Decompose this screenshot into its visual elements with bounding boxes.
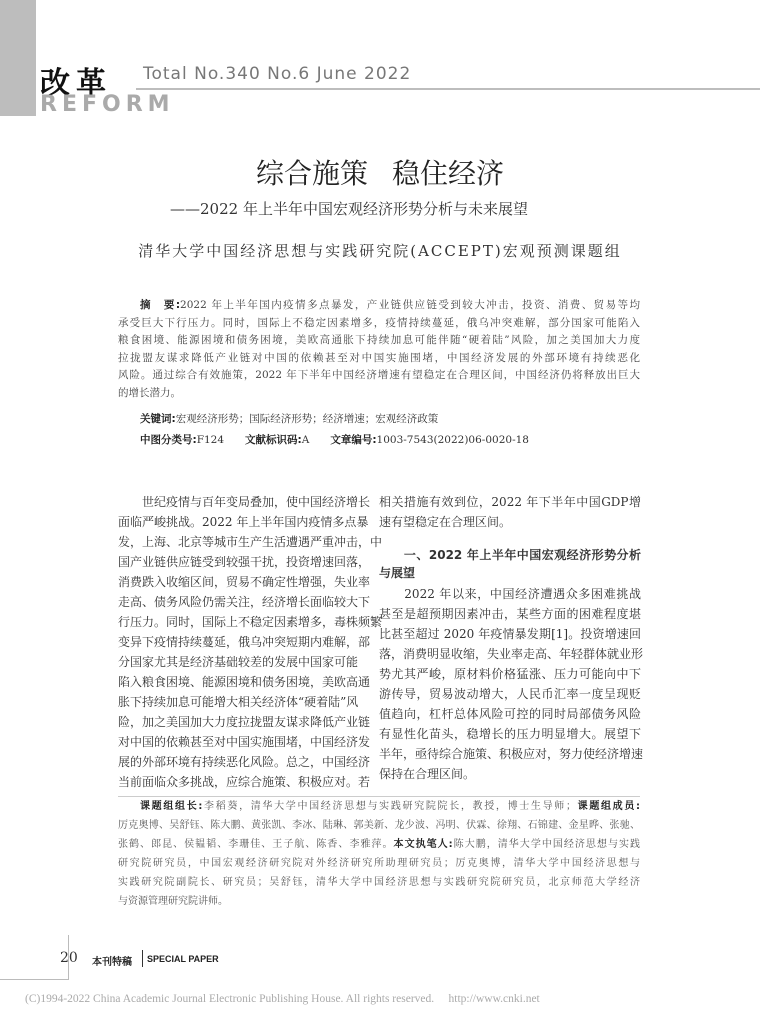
abstract-text: 2022 年上半年国内疫情多点暴发，产业链供应链受到较大冲击，投资、消费、贸易等均 (180, 299, 640, 311)
text-line: 险，加之美国加大力度拉拢盟友谋求降低产业链 (118, 715, 371, 729)
title-part-1: 综合施策 (255, 157, 368, 190)
keywords-value: 宏观经济形势；国际经济形势；经济增速；宏观经济政策 (175, 413, 439, 425)
clc-label: 中图分类号: (140, 434, 197, 446)
footnote-line: 厉克奥博、吴舒钰、陈大鹏、黄张凯、李冰、陆琳、郭美新、龙少波、冯明、伏霖、徐翔、石锦建、金星晔、张驰、 (118, 820, 640, 831)
article-no-label: 文章编号: (330, 434, 377, 446)
keywords-label: 关键词: (140, 413, 176, 425)
text-line: 胀下持续加息可能增大相关经济体“硬着陆”风 (118, 695, 359, 709)
text-line: 速有望稳定在合理区间。 (379, 515, 512, 529)
article-subtitle: ——2022 年上半年中国宏观经济形势分析与未来展望 (170, 200, 528, 218)
text-line: 变异下疫情持续蔓延，俄乌冲突短期内难解，部 (118, 635, 371, 649)
text-line: 落，消费明显收缩，失业率走高、年轻群体就业形 (379, 647, 644, 661)
text-line: 的增长潜力。 (118, 386, 181, 399)
classification (140, 434, 529, 448)
text-line: 承受巨大下行压力。同时，国际上不稳定因素增多，疫情持续蔓延，俄乌冲突难解，部分国家可能陷入 (118, 316, 640, 329)
doc-code-label: 文献标识码: (245, 434, 302, 446)
text-line: 一、2022 年上半年中国宏观经济形势分析 (379, 548, 641, 562)
footnote-separator (118, 796, 640, 797)
footnote-line (140, 800, 640, 813)
author-label: 本文执笔人: (393, 839, 453, 850)
members-tail: 张鹤、郎昆、侯韫韬、李珊佳、王子航、陈香、李雅萍。 (118, 839, 394, 850)
title-part-2: 稳住经济 (392, 157, 505, 190)
footnote-line: 与资源管理研究院讲师。 (118, 896, 228, 907)
leader-label: 课题组组长: (140, 801, 203, 812)
text-line: 走高、债务风险仍需关注，经济增长面临较大下 (118, 595, 371, 609)
text-line: 相关措施有效到位，2022 年下半年中国GDP增 (379, 495, 641, 509)
text-line: 展的外部环境有持续恶化风险。总之，中国经济 (118, 755, 371, 769)
text-line: 风险。通过综合有效施策，2022 年下半年中国经济增速有望稳定在合理区间，中国经济仍将释放出巨大 (118, 369, 640, 381)
text-line: 对中国的依赖甚至对中国实施围堵，中国经济发 (118, 735, 371, 749)
clc-value: F124 (196, 434, 225, 446)
text-line: 拉拢盟友谋求降低产业链对中国的依赖甚至对中国实施围堵，中国经济发展的外部环境有持续恶化 (118, 351, 640, 364)
text-line: 行压力。同时，国际上不稳定因素增多，毒株频繁 (118, 615, 383, 629)
text-line: 分国家尤其是经济基础较差的发展中国家可能 (118, 655, 359, 669)
author-value: 陈大鹏，清华大学中国经济思想与实践 (452, 839, 641, 850)
section-label-cn: 本刊特稿 (92, 957, 132, 968)
text-line: 甚至是超预期因素冲击，某些方面的困难程度堪 (379, 607, 641, 621)
text-line: 保持在合理区间。 (379, 767, 476, 781)
text-line: 半年，亟待综合施策、积极应对，努力使经济增速 (379, 747, 644, 761)
text-line: 粮食困境、能源困境和债务困境，美欧高通胀下持续加息可能伴随“硬着陆”风险，加之美国加大力度 (118, 334, 640, 346)
text-line: 与展望 (379, 566, 416, 580)
text-line: 面临严峻挑战。2022 年上半年国内疫情多点暴 (118, 515, 369, 529)
text-line: 势尤其严峻，原材料价格猛涨、压力可能向中下 (379, 667, 641, 681)
members-label: 课题组成员: (575, 801, 641, 812)
article-title (0, 152, 760, 192)
text-line: 发，上海、北京等城市生产生活遭遇严重冲击，中 (118, 535, 383, 549)
text-line: 世纪疫情与百年变局叠加，使中国经济增长 (118, 495, 371, 509)
copyright-notice: (C)1994-2022 China Academic Journal Electronic Publishing House. All rights reserved. http://www.cnki.net (25, 993, 540, 1005)
journal-logo-en: REFORM (40, 92, 175, 117)
issue-info: Total No.340 No.6 June 2022 (143, 64, 412, 84)
decorative-gray-bar (0, 0, 36, 116)
text-line: 国产业链供应链受到较强干扰，投资增速回落， (118, 555, 371, 569)
text-line: 消费跌入收缩区间，贸易不确定性增强，失业率 (118, 575, 371, 589)
text-line: 当前面临众多挑战，应综合施策、积极应对。若 (118, 775, 371, 789)
text-line: 陷入粮食困境、能源困境和债务困境，美欧高通 (118, 675, 371, 689)
author-organization: 清华大学中国经济思想与实践研究院(ACCEPT)宏观预测课题组 (138, 242, 622, 260)
text-line: 值趋向，杠杆总体风险可控的同时局部债务风险 (379, 707, 641, 721)
journal-logo-cn: 改革 (40, 66, 112, 101)
leader-value: 李稻葵，清华大学中国经济思想与实践研究院院长，教授，博士生导师； (202, 801, 576, 812)
page-number: 20 (60, 950, 78, 966)
abstract-label: 摘 要: (140, 299, 181, 311)
doc-code-value: A (301, 434, 310, 446)
section-label-en: SPECIAL PAPER (147, 954, 219, 964)
section-divider (142, 950, 143, 967)
article-no-value: 1003-7543(2022)06-0020-18 (376, 434, 529, 446)
text-line: 比甚至超过 2020 年疫情暴发期[1]。投资增速回 (379, 627, 641, 641)
footnote-line: 研究院研究员，中国宏观经济研究院对外经济研究所助理研究员；厉克奥博，清华大学中国经济思想与 (118, 858, 640, 869)
text-line: 有显性化苗头，稳增长的压力明显增大。展望下 (379, 727, 641, 741)
text-line: 2022 年以来，中国经济遭遇众多困难挑战 (379, 587, 641, 601)
header-rule (136, 88, 760, 90)
text-line (140, 299, 640, 313)
text-line: 游传导，贸易波动增大，人民币汇率一度呈现贬 (379, 687, 641, 701)
footnote-line: 实践研究院副院长、研究员；吴舒钰，清华大学中国经济思想与实践研究院研究员，北京师范大学经济 (118, 877, 640, 888)
page-number-box (0, 935, 69, 980)
keywords (140, 413, 438, 427)
footnote-line (118, 838, 640, 851)
